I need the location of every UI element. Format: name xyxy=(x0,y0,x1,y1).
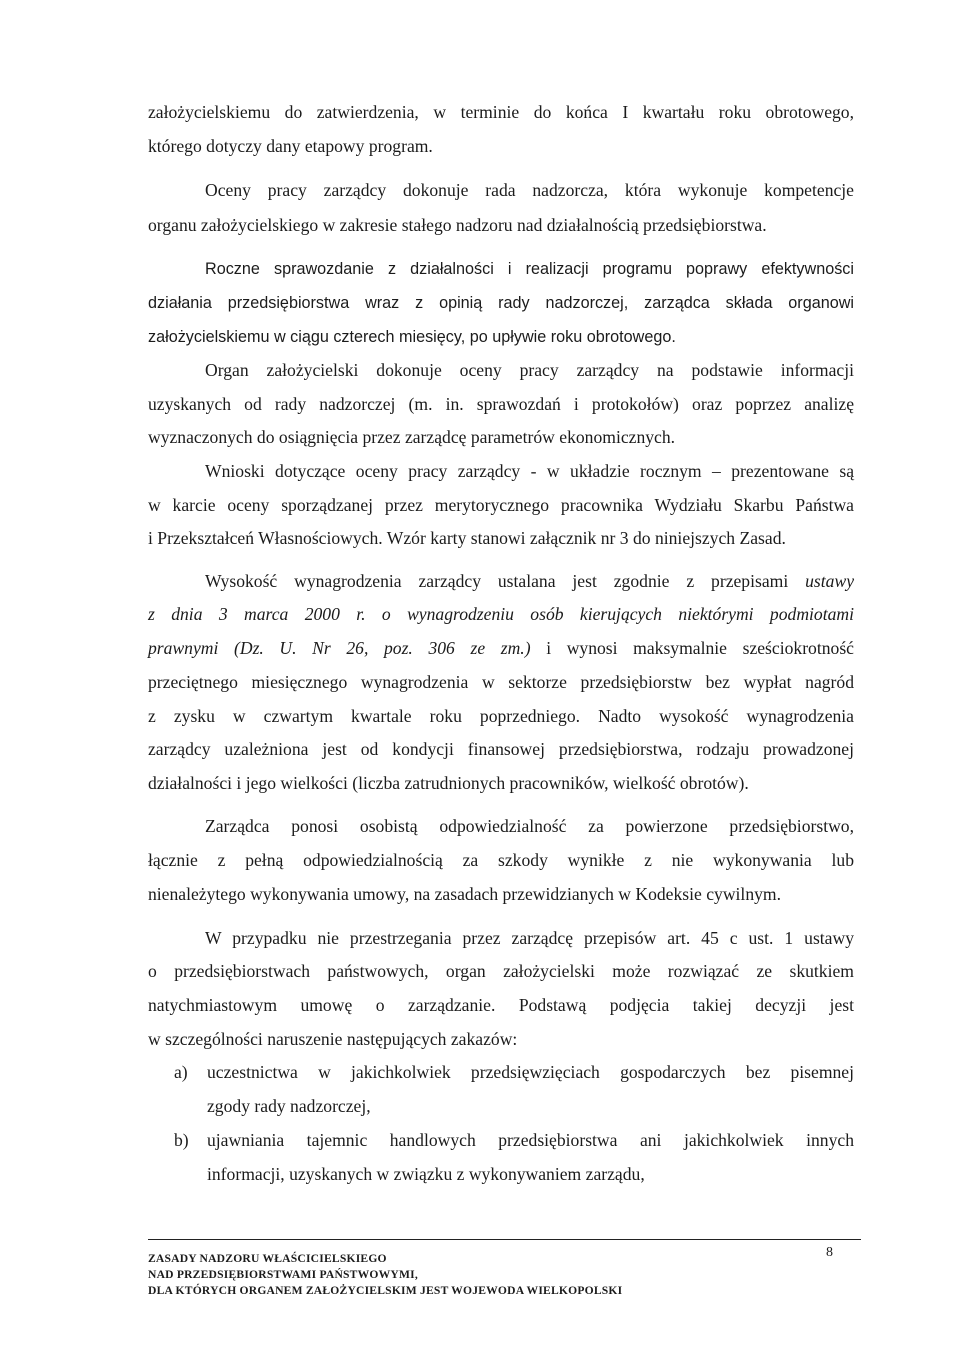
text-line: działalności i jego wielkości (liczba zatrudnionych pracowników, wielkość obrotów). xyxy=(148,773,749,793)
text-line: natychmiastowym umowę o zarządzanie. Podstawą podjęcia takiej decyzji jest xyxy=(148,995,854,1015)
text-line: z zysku w czwartym kwartale roku poprzedniego. Nadto wysokość wynagrodzenia xyxy=(148,706,854,726)
list-marker: a) xyxy=(174,1062,188,1082)
list-item-line: zgody rady nadzorczej, xyxy=(207,1096,371,1116)
text-line: Roczne sprawozdanie z działalności i realizacji programu poprawy efektywności xyxy=(205,260,854,278)
text-line: wyznaczonych do osiągnięcia przez zarządcę parametrów ekonomicznych. xyxy=(148,427,676,447)
text-line: i Przekształceń Własnościowych. Wzór karty stanowi załącznik nr 3 do niniejszych Zasad. xyxy=(148,528,786,548)
text-line: W przypadku nie przestrzegania przez zarządcę przepisów art. 45 c ust. 1 ustawy xyxy=(205,928,854,948)
text-segment: i wynosi maksymalnie sześciokrotność xyxy=(530,638,854,658)
text-line: łącznie z pełną odpowiedzialnością za szkody wynikłe z nie wykonywania lub xyxy=(148,850,854,870)
list-marker: b) xyxy=(174,1130,189,1150)
text-line: w szczególności naruszenie następujących zakazów: xyxy=(148,1029,518,1049)
text-line xyxy=(205,570,854,592)
text-line: uzyskanych od rady nadzorczej (m. in. sprawozdań i protokołów) oraz poprzez analizę xyxy=(148,394,854,414)
list-item-line: informacji, uzyskanych w związku z wykonywaniem zarządu, xyxy=(207,1164,645,1184)
text-segment: Wysokość wynagrodzenia zarządcy ustalana jest zgodnie z przepisami xyxy=(205,571,806,591)
text-line: Zarządca ponosi osobistą odpowiedzialność za powierzone przedsiębiorstwo, xyxy=(205,816,854,836)
text-line: w karcie oceny sporządzanej przez merytorycznego pracownika Wydziału Skarbu Państwa xyxy=(148,495,854,515)
list-item-line: uczestnictwa w jakichkolwiek przedsięwzięciach gospodarczych bez pisemnej xyxy=(207,1062,854,1082)
list-item-line: ujawniania tajemnic handlowych przedsiębiorstwa ani jakichkolwiek innych xyxy=(207,1130,854,1150)
text-line: organu założycielskiego w zakresie stałego nadzoru nad działalnością przedsiębiorstwa. xyxy=(148,215,767,235)
text-line xyxy=(148,637,854,659)
italic-text-segment: z dnia 3 marca 2000 r. o wynagrodzeniu osób kierujących niektórymi podmiotami xyxy=(148,604,854,624)
footer-title-line: ZASADY NADZORU WŁAŚCICIELSKIEGO xyxy=(148,1252,387,1265)
text-line: Organ założycielski dokonuje oceny pracy zarządcy na podstawie informacji xyxy=(205,360,854,380)
italic-text-segment: prawnymi (Dz. U. Nr 26, poz. 306 ze zm.) xyxy=(148,638,531,658)
text-line: działania przedsiębiorstwa wraz z opinią rady nadzorczej, zarządca składa organowi xyxy=(148,294,854,312)
text-line: założycielskiemu w ciągu czterech miesięcy, po upływie roku obrotowego. xyxy=(148,328,676,346)
text-line: Oceny pracy zarządcy dokonuje rada nadzorcza, która wykonuje kompetencje xyxy=(205,180,854,200)
text-line: nienależytego wykonywania umowy, na zasadach przewidzianych w Kodeksie cywilnym. xyxy=(148,884,781,904)
footer-title-line: DLA KTÓRYCH ORGANEM ZAŁOŻYCIELSKIM JEST WOJEWODA WIELKOPOLSKI xyxy=(148,1284,623,1297)
text-line: którego dotyczy dany etapowy program. xyxy=(148,136,433,156)
page-number: 8 xyxy=(826,1245,833,1260)
text-line xyxy=(148,603,854,625)
text-line: założycielskiemu do zatwierdzenia, w terminie do końca I kwartału roku obrotowego, xyxy=(148,102,854,122)
text-line: zarządcy uzależniona jest od kondycji finansowej przedsiębiorstwa, rodzaju prowadzonej xyxy=(148,739,854,759)
italic-text-segment: ustawy xyxy=(805,571,854,591)
text-line: Wnioski dotyczące oceny pracy zarządcy - w układzie rocznym – prezentowane są xyxy=(205,461,854,481)
text-line: o przedsiębiorstwach państwowych, organ założycielski może rozwiązać ze skutkiem xyxy=(148,961,854,981)
text-line: przeciętnego miesięcznego wynagrodzenia w sektorze przedsiębiorstw bez wypłat nagród xyxy=(148,672,854,692)
footer-title-line: NAD PRZEDSIĘBIORSTWAMI PAŃSTWOWYMI, xyxy=(148,1268,418,1281)
footer-divider xyxy=(148,1239,861,1240)
